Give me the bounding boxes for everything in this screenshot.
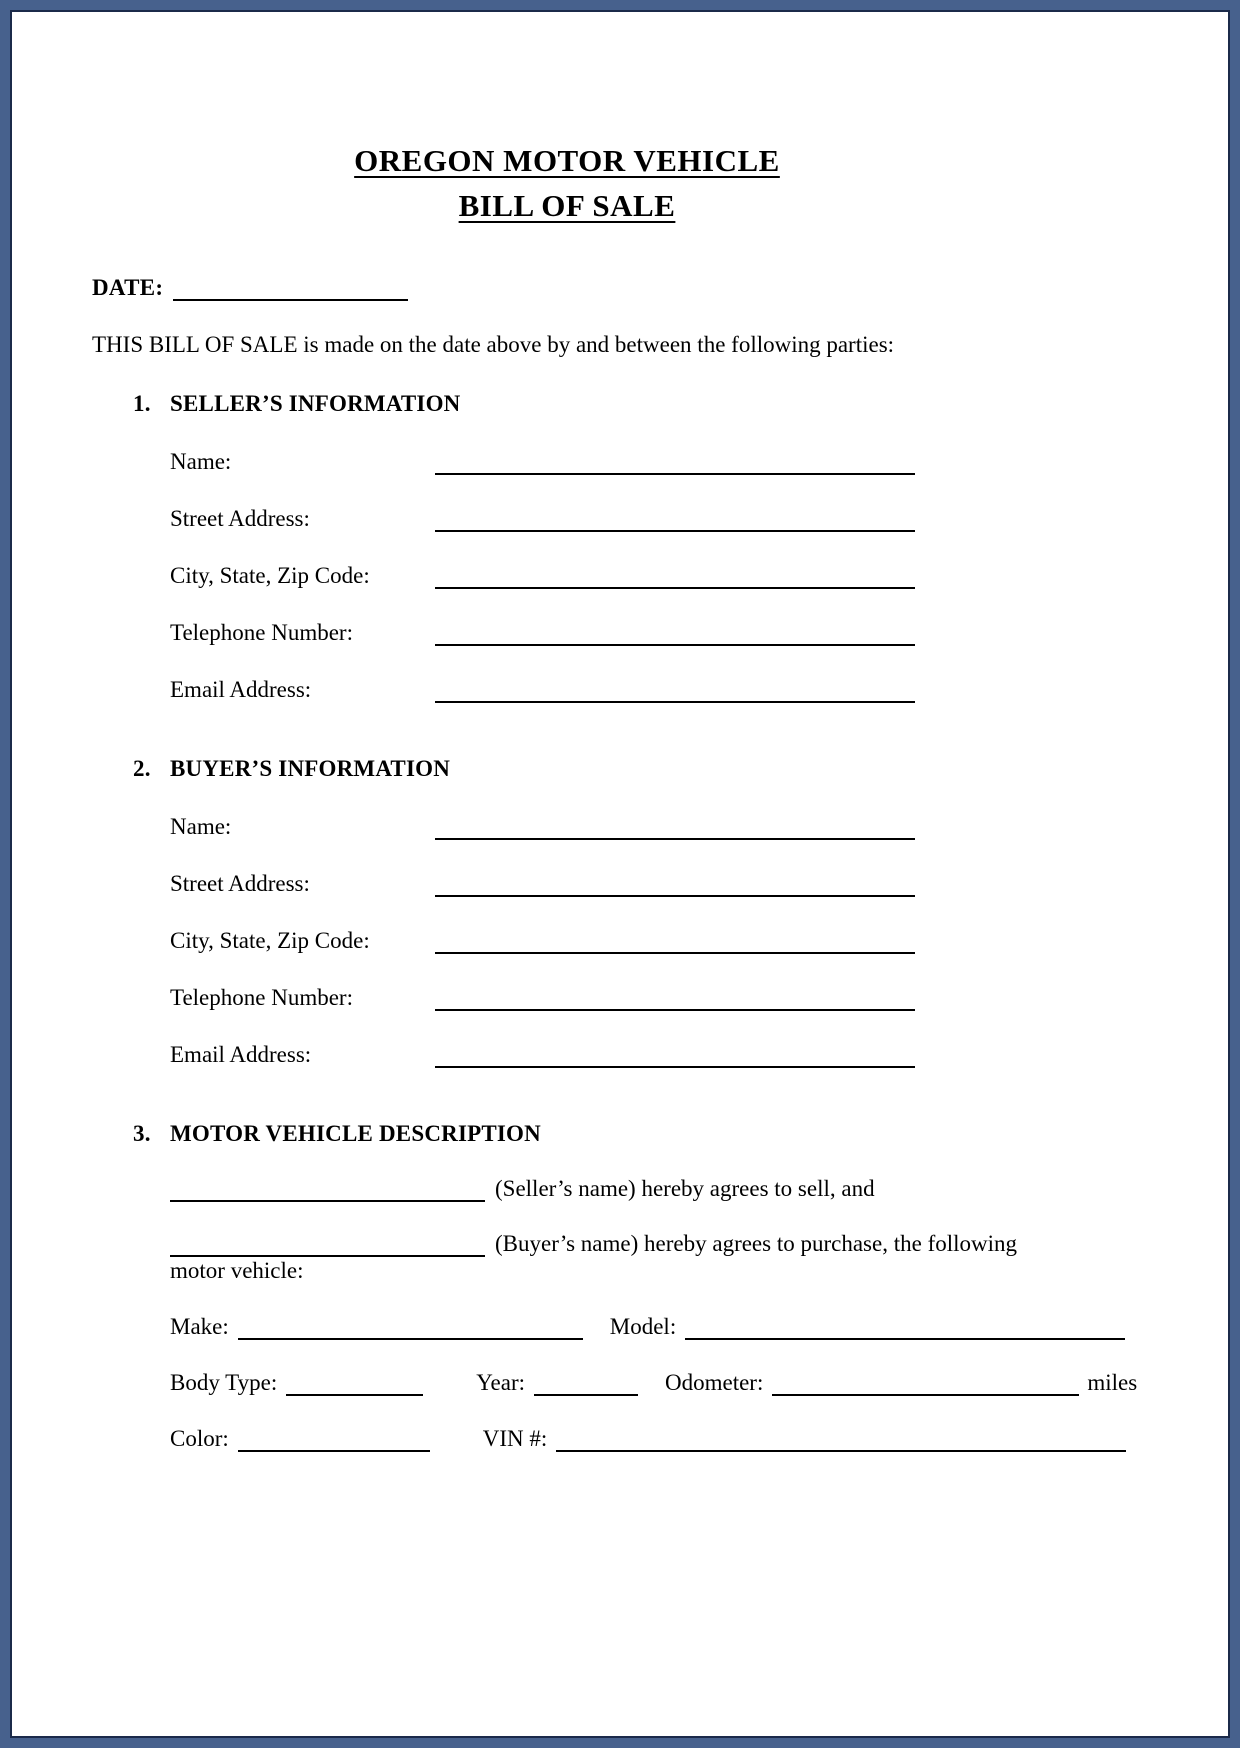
seller-email-line[interactable] (435, 677, 915, 703)
section-2-number: 2. (133, 756, 151, 781)
vin-label: VIN #: (482, 1426, 548, 1451)
odometer-line[interactable] (772, 1370, 1079, 1396)
date-label: DATE: (92, 275, 164, 300)
field-row (170, 924, 1168, 954)
seller-telephone-line[interactable] (435, 620, 915, 646)
buyer-city-state-zip-line[interactable] (435, 928, 915, 954)
field-row (170, 1038, 1168, 1068)
seller-clause-row (170, 1175, 1168, 1202)
field-row (170, 445, 1168, 475)
seller-city-state-zip-line[interactable] (435, 563, 915, 589)
color-label: Color: (170, 1426, 229, 1451)
color-vin-row (170, 1425, 1168, 1452)
seller-name-blank-line[interactable] (170, 1176, 485, 1202)
intro-text: THIS BILL OF SALE is made on the date above by and between the following parties: (92, 332, 895, 357)
body-year-odometer-row (170, 1369, 1168, 1396)
model-line[interactable] (685, 1314, 1125, 1340)
body-type-label: Body Type: (170, 1370, 278, 1395)
seller-city-state-zip-label: City, State, Zip Code: (170, 563, 370, 588)
buyer-telephone-label: Telephone Number: (170, 985, 353, 1010)
section-3-title: MOTOR VEHICLE DESCRIPTION (170, 1121, 541, 1146)
seller-email-label: Email Address: (170, 677, 312, 702)
section-1-title: SELLER’S INFORMATION (170, 391, 461, 416)
document-content (12, 12, 1228, 1452)
date-row (92, 274, 1168, 301)
year-label: Year: (476, 1370, 525, 1395)
buyer-telephone-line[interactable] (435, 985, 915, 1011)
section-3-number: 3. (133, 1121, 151, 1146)
seller-name-label: Name: (170, 449, 232, 474)
field-row (170, 673, 1168, 703)
seller-street-address-line[interactable] (435, 506, 915, 532)
buyer-city-state-zip-label: City, State, Zip Code: (170, 928, 370, 953)
field-row (170, 867, 1168, 897)
buyer-street-address-label: Street Address: (170, 871, 310, 896)
vehicle-clauses (170, 1175, 1168, 1284)
seller-telephone-label: Telephone Number: (170, 620, 353, 645)
buyer-name-label: Name: (170, 814, 232, 839)
year-line[interactable] (534, 1370, 638, 1396)
title-line-2: BILL OF SALE (458, 188, 676, 223)
buyer-name-blank-line[interactable] (170, 1231, 485, 1257)
seller-street-address-label: Street Address: (170, 506, 310, 531)
seller-fields (170, 445, 1168, 703)
make-label: Make: (170, 1314, 229, 1339)
section-2-heading (133, 755, 1168, 782)
title-line-1: OREGON MOTOR VEHICLE (354, 143, 780, 178)
seller-name-line[interactable] (435, 449, 915, 475)
date-blank-line[interactable] (173, 275, 408, 301)
section-buyer-information (133, 755, 1168, 1068)
odometer-label: Odometer: (665, 1370, 764, 1395)
make-line[interactable] (238, 1314, 583, 1340)
vin-line[interactable] (556, 1426, 1126, 1452)
buyer-fields (170, 810, 1168, 1068)
field-row (170, 981, 1168, 1011)
field-row (170, 559, 1168, 589)
buyer-name-line[interactable] (435, 814, 915, 840)
document-page (10, 10, 1230, 1738)
make-model-row (170, 1313, 1168, 1340)
field-row (170, 502, 1168, 532)
section-motor-vehicle-description (133, 1120, 1168, 1452)
buyer-email-line[interactable] (435, 1042, 915, 1068)
section-1-heading (133, 390, 1168, 417)
body-type-line[interactable] (286, 1370, 423, 1396)
buyer-clause-row (170, 1230, 1168, 1257)
miles-suffix: miles (1087, 1370, 1138, 1395)
field-row (170, 810, 1168, 840)
document-title (92, 138, 1042, 228)
seller-clause-text: (Seller’s name) hereby agrees to sell, and (495, 1176, 875, 1201)
buyer-street-address-line[interactable] (435, 871, 915, 897)
buyer-clause-text: (Buyer’s name) hereby agrees to purchase, the following (495, 1231, 1018, 1256)
section-seller-information (133, 390, 1168, 703)
buyer-clause-continued: motor vehicle: (170, 1258, 304, 1283)
buyer-email-label: Email Address: (170, 1042, 312, 1067)
color-line[interactable] (238, 1426, 430, 1452)
section-2-title: BUYER’S INFORMATION (170, 756, 451, 781)
field-row (170, 616, 1168, 646)
section-3-heading (133, 1120, 1168, 1147)
section-1-number: 1. (133, 391, 151, 416)
model-label: Model: (609, 1314, 677, 1339)
